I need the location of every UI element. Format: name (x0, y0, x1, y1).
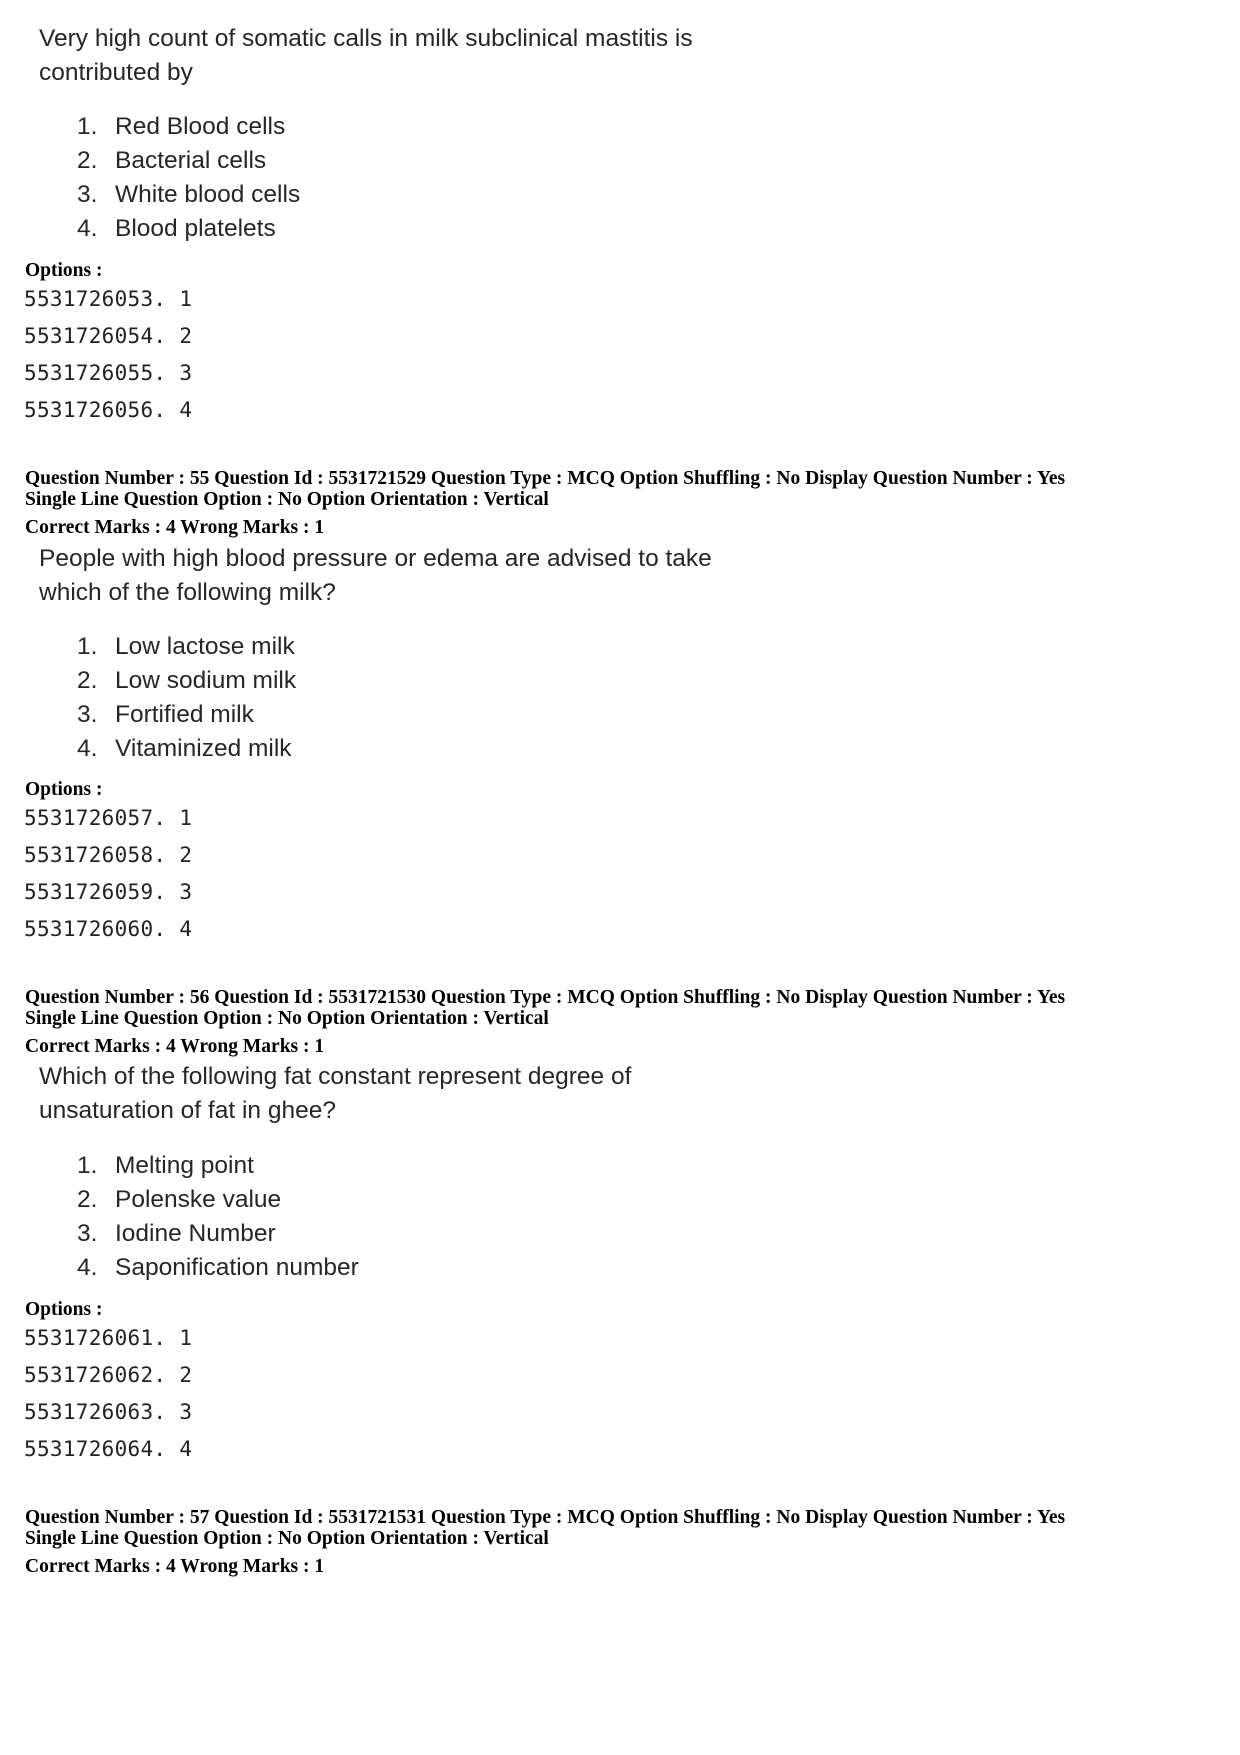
meta-line: Question Number : 55 Question Id : 5531721529 Question Type : MCQ Option Shuffling : No Display Question Number : Yes (25, 468, 1066, 489)
choice-label: Red Blood cells (115, 113, 286, 140)
choice-label: Iodine Number (115, 1220, 276, 1247)
choice-item (77, 1149, 359, 1183)
question-56-marks: Correct Marks : 4 Wrong Marks : 1 (25, 1036, 325, 1057)
choice-label: Low lactose milk (115, 633, 295, 660)
choice-label: Low sodium milk (115, 667, 297, 694)
choice-item (77, 212, 300, 246)
meta-line: Single Line Question Option : No Option Orientation : Vertical (25, 1528, 549, 1549)
choice-item (77, 1251, 359, 1285)
option-id-row: 5531726061. 1 (24, 1326, 193, 1350)
question-text-line: Very high count of somatic calls in milk subclinical mastitis is (39, 25, 693, 52)
choice-number: 4. (77, 735, 98, 762)
option-id-row: 5531726062. 2 (24, 1363, 193, 1387)
question-55-meta (25, 468, 1065, 510)
option-id-row: 5531726053. 1 (24, 287, 193, 311)
choice-label: White blood cells (115, 181, 301, 208)
choice-item (77, 144, 300, 178)
option-id-row: 5531726060. 4 (24, 917, 193, 941)
question-55-marks: Correct Marks : 4 Wrong Marks : 1 (25, 517, 325, 538)
question-text-line: Which of the following fat constant represent degree of (39, 1063, 632, 1090)
options-label: Options : (25, 260, 103, 281)
meta-line: Question Number : 57 Question Id : 5531721531 Question Type : MCQ Option Shuffling : No Display Question Number : Yes (25, 1507, 1066, 1528)
choice-number: 1. (77, 113, 98, 140)
choice-number: 4. (77, 1254, 98, 1281)
option-id-row: 5531726054. 2 (24, 324, 193, 348)
choice-number: 2. (77, 147, 98, 174)
question-57-meta (25, 1507, 1065, 1549)
choice-item (77, 1217, 359, 1251)
meta-line: Single Line Question Option : No Option Orientation : Vertical (25, 1008, 549, 1029)
option-id-row: 5531726056. 4 (24, 398, 193, 422)
question-56-choices (77, 1149, 359, 1285)
choice-label: Fortified milk (115, 701, 254, 728)
choice-item (77, 698, 296, 732)
question-57-marks: Correct Marks : 4 Wrong Marks : 1 (25, 1556, 325, 1577)
option-id-row: 5531726055. 3 (24, 361, 193, 385)
question-56-option-ids (24, 1320, 192, 1468)
options-label: Options : (25, 1299, 103, 1320)
choice-item (77, 1183, 359, 1217)
question-text-line: People with high blood pressure or edema are advised to take (39, 545, 712, 572)
choice-number: 1. (77, 633, 98, 660)
question-text-line: contributed by (39, 59, 193, 86)
choice-number: 2. (77, 1186, 98, 1213)
option-id-row: 5531726058. 2 (24, 843, 193, 867)
question-54-option-ids (24, 281, 192, 429)
choice-number: 1. (77, 1152, 98, 1179)
question-56-text (39, 1060, 631, 1128)
choice-label: Melting point (115, 1152, 254, 1179)
question-text-line: which of the following milk? (39, 579, 336, 606)
question-55-option-ids (24, 800, 192, 948)
choice-item (77, 110, 300, 144)
choice-number: 3. (77, 701, 98, 728)
choice-number: 3. (77, 1220, 98, 1247)
choice-label: Polenske value (115, 1186, 282, 1213)
meta-line: Single Line Question Option : No Option Orientation : Vertical (25, 489, 549, 510)
option-id-row: 5531726064. 4 (24, 1437, 193, 1461)
choice-number: 4. (77, 215, 98, 242)
question-56-meta (25, 987, 1065, 1029)
question-55-choices (77, 630, 296, 766)
choice-label: Saponification number (115, 1254, 359, 1281)
choice-label: Blood platelets (115, 215, 276, 242)
choice-item (77, 732, 296, 766)
question-text-line: unsaturation of fat in ghee? (39, 1097, 336, 1124)
choice-label: Bacterial cells (115, 147, 267, 174)
question-54-choices (77, 110, 300, 246)
choice-number: 3. (77, 181, 98, 208)
choice-item (77, 630, 296, 664)
question-54-text (39, 22, 693, 90)
choice-number: 2. (77, 667, 98, 694)
choice-label: Vitaminized milk (115, 735, 292, 762)
options-label: Options : (25, 779, 103, 800)
option-id-row: 5531726063. 3 (24, 1400, 193, 1424)
choice-item (77, 664, 296, 698)
meta-line: Question Number : 56 Question Id : 5531721530 Question Type : MCQ Option Shuffling : No Display Question Number : Yes (25, 987, 1066, 1008)
question-55-text (39, 542, 712, 610)
option-id-row: 5531726057. 1 (24, 806, 193, 830)
option-id-row: 5531726059. 3 (24, 880, 193, 904)
choice-item (77, 178, 300, 212)
